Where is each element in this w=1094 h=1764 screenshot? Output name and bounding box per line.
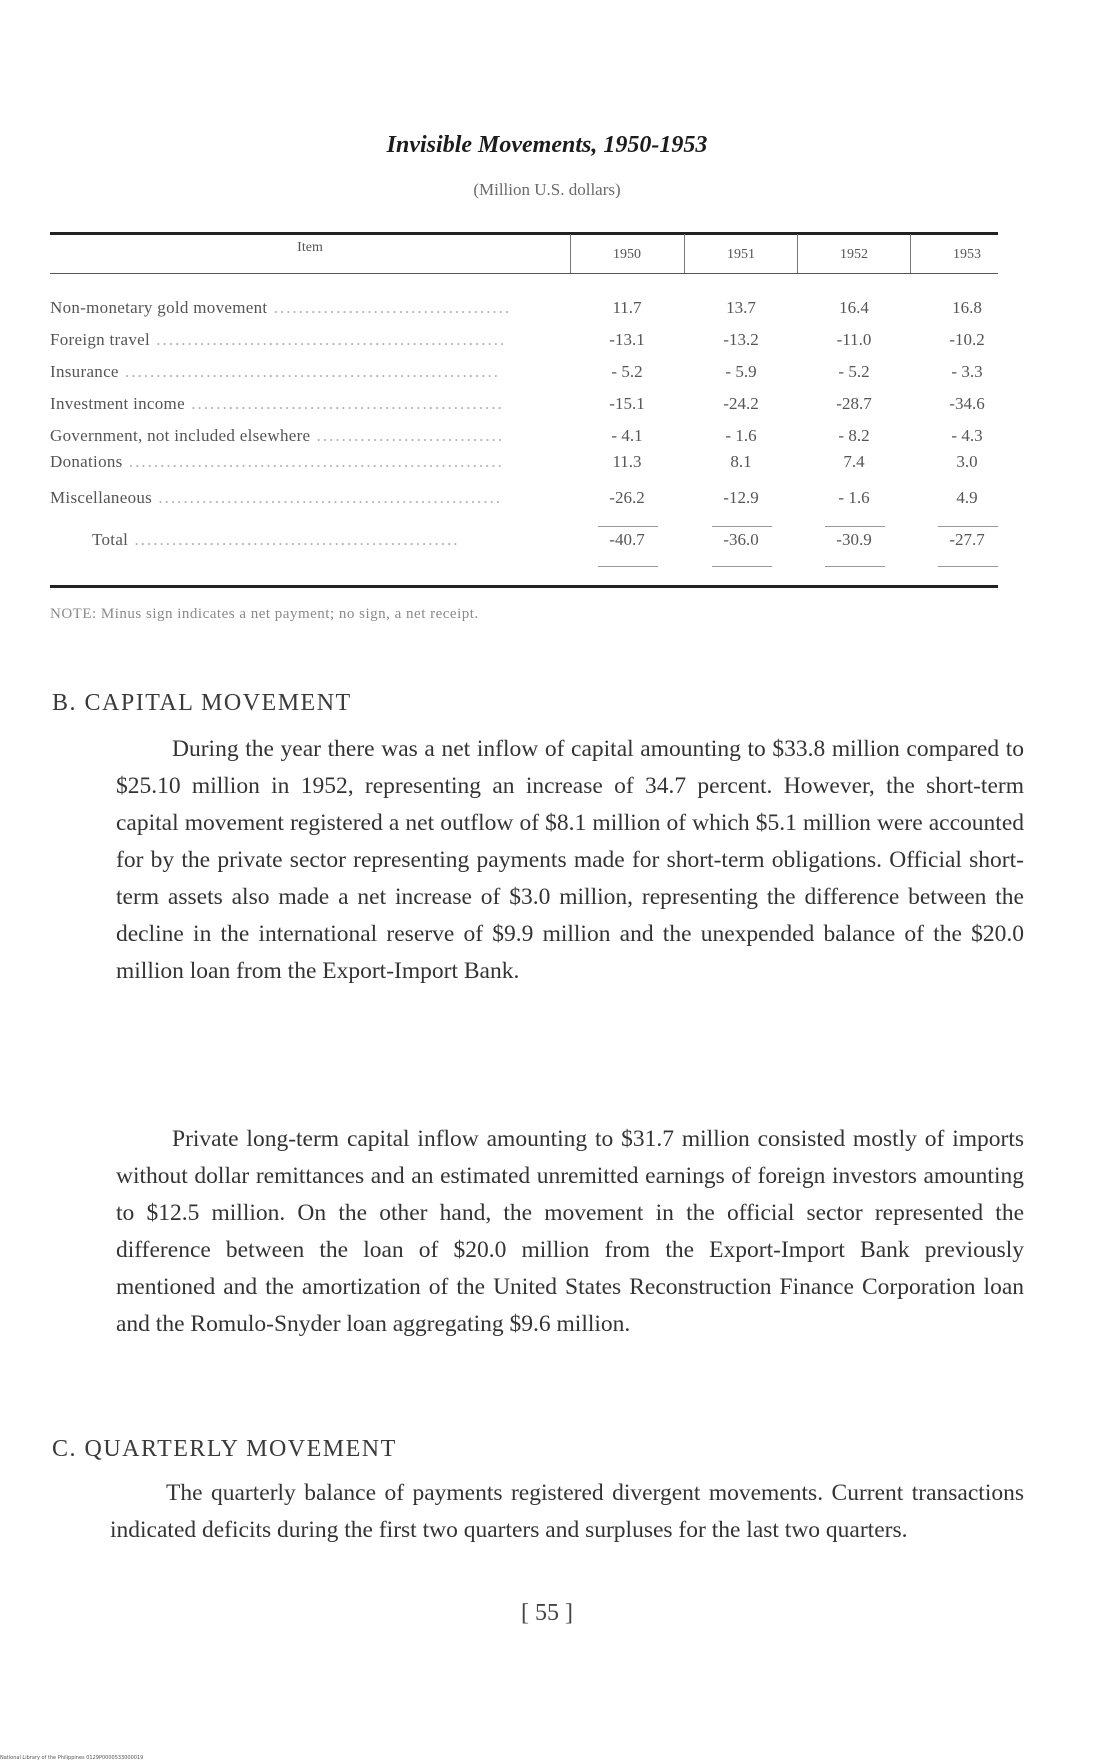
header-year-1953: 1953 [953,247,981,262]
total-cell: -40.7 [609,530,645,549]
total-underline [938,526,998,527]
column-divider [797,234,798,274]
total-double-underline [712,566,772,567]
cell: 16.8 [952,298,982,317]
cell: - 1.6 [838,488,870,507]
section-heading-quarterly-movement: C. QUARTERLY MOVEMENT [52,1436,397,1462]
total-double-underline [598,566,658,567]
total-cell: -27.7 [949,530,985,549]
paragraph-capital-2: Private long-term capital inflow amounting to $31.7 million consisted mostly of imports without dollar remittances and an estimated unremitted earnings of foreign investors amounting to $12.5 million. On the other hand, the movement in the official sector represented the difference between the loan of $20.0 million from the Export-Import Bank previously mentioned and the amortization of the United States Reconstruction Finance Corporation loan and the Romulo-Snyder loan aggregating $9.6 million. [116,1126,1024,1337]
page-number: [ 55 ] [521,1600,573,1626]
column-divider [570,234,571,274]
table-subtitle: (Million U.S. dollars) [473,180,621,199]
cell: -28.7 [836,394,872,413]
table-row [50,488,998,520]
cell: -10.2 [949,330,985,349]
paragraph-capital-1: During the year there was a net inflow of capital amounting to $33.8 million compared to $25.10 million in 1952, representing an increase of 34.7 percent. However, the short-term capital movement registered a net outflow of $8.1 million of which $5.1 million were accounted for by the private sector representing payments made for short-term obligations. Official short-term assets also made a net increase of $3.0 million, representing the difference between the decline in the international reserve of $9.9 million and the unexpended balance of the $20.0 million loan from the Export-Import Bank. [116,736,1024,984]
table-bottom-rule [50,585,998,588]
header-year-1951: 1951 [727,247,755,262]
column-divider [684,234,685,274]
row-label: Total .................................................... [92,530,460,549]
table-row [50,298,998,330]
column-divider [910,234,911,274]
cell: - 1.6 [725,426,757,445]
total-underline [712,526,772,527]
cell: -13.2 [723,330,759,349]
total-double-underline [825,566,885,567]
cell: -24.2 [723,394,759,413]
cell: - 5.9 [725,362,757,381]
table-note: NOTE: Minus sign indicates a net payment; no sign, a net receipt. [50,606,479,622]
cell: -13.1 [609,330,645,349]
cell: -34.6 [949,394,985,413]
table-row [50,330,998,362]
cell: - 5.2 [838,362,870,381]
section-heading-capital-movement: B. CAPITAL MOVEMENT [52,690,352,716]
cell: - 3.3 [951,362,983,381]
total-underline [825,526,885,527]
total-cell: -36.0 [723,530,759,549]
row-label: Donations ............................................................ [50,452,504,471]
table-title: Invisible Movements, 1950-1953 [386,132,708,158]
table-total-row [50,530,998,562]
cell: -11.0 [836,330,872,349]
cell: - 5.2 [611,362,643,381]
header-year-1952: 1952 [840,247,868,262]
header-year-1950: 1950 [613,247,641,262]
cell: -26.2 [609,488,645,507]
row-label: Non-monetary gold movement ...................................... [50,298,512,317]
cell: 8.1 [730,452,752,471]
table-row [50,452,998,484]
cell: 11.3 [612,452,642,471]
cell: 3.0 [956,452,978,471]
row-label: Miscellaneous ....................................................... [50,488,503,507]
total-cell: -30.9 [836,530,872,549]
table-row [50,394,998,426]
header-item: Item [297,240,323,255]
row-label: Insurance ............................................................ [50,362,501,381]
total-underline [598,526,658,527]
cell: - 8.2 [838,426,870,445]
scan-footer: National Library of the Philippines 0129P0000533000019 [0,1755,144,1761]
cell: 13.7 [726,298,756,317]
total-double-underline [938,566,998,567]
cell: - 4.1 [611,426,643,445]
table-top-rule [50,232,998,235]
table-row [50,362,998,394]
row-label: Government, not included elsewhere .............................. [50,426,505,445]
table-header-rule [50,273,998,274]
cell: -15.1 [609,394,645,413]
row-label: Foreign travel ........................................................ [50,330,507,349]
cell: 4.9 [956,488,978,507]
row-label: Investment income .................................................. [50,394,504,413]
cell: 7.4 [843,452,865,471]
cell: -12.9 [723,488,759,507]
paragraph-quarterly: The quarterly balance of payments registered divergent movements. Current transactions indicated deficits during the first two quarters and surpluses for the last two quarters. [110,1480,1024,1543]
cell: 11.7 [612,298,642,317]
cell: - 4.3 [951,426,983,445]
cell: 16.4 [839,298,869,317]
